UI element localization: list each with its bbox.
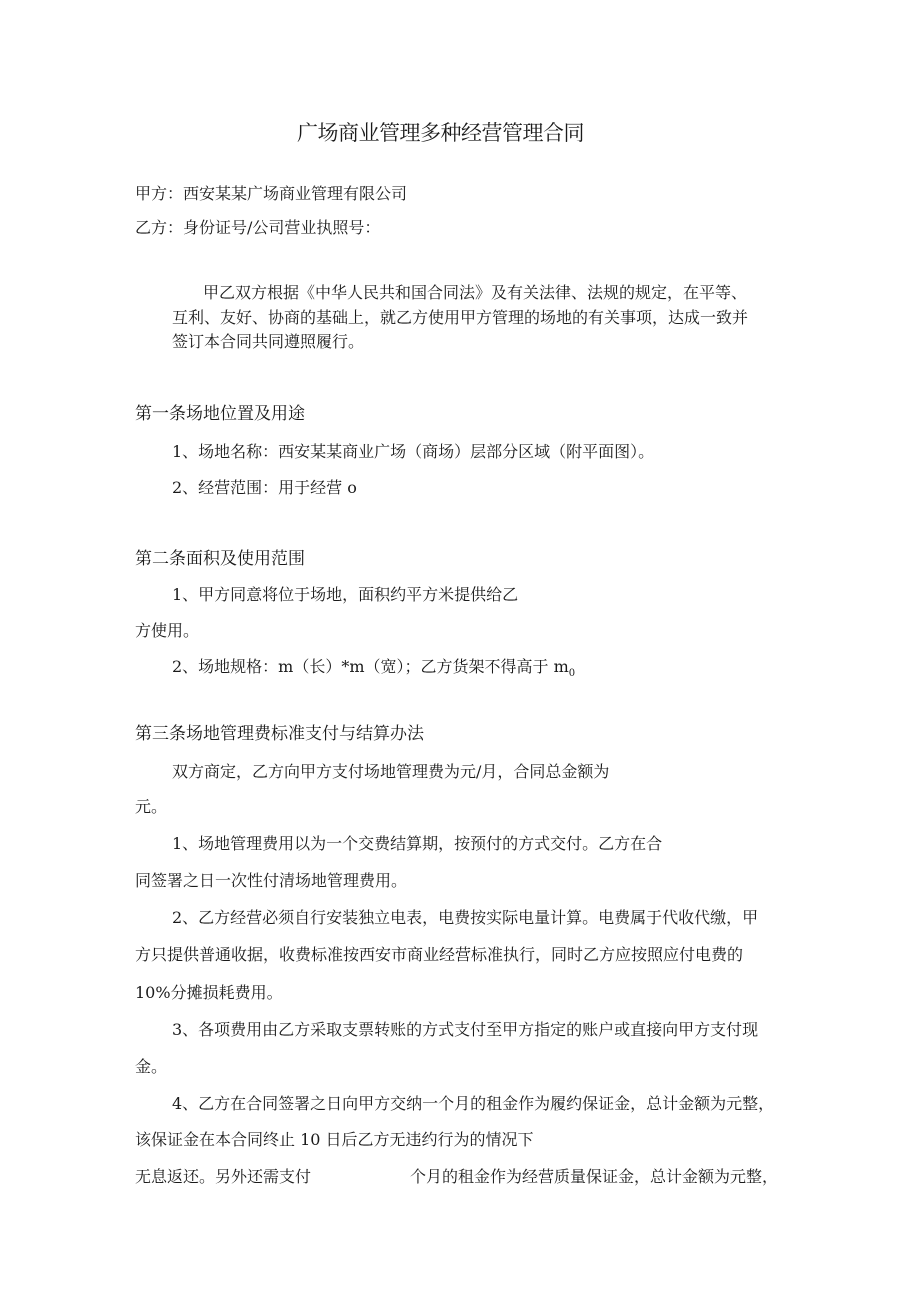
article-3-item-4-cont-1: 该保证金在本合同终止 10 日后乙方无违约行为的情况下 <box>135 1130 534 1149</box>
article-3-para-0: 双方商定，乙方向甲方支付场地管理费为元/月，合同总金额为 <box>172 762 610 781</box>
article-2-item-1-cont: 方使用。 <box>135 621 200 640</box>
document-title: 广场商业管理多种经营管理合同 <box>297 121 584 145</box>
article-1-item-1: 1、场地名称：西安某某商业广场（商场）层部分区域（附平面图）。 <box>172 442 655 461</box>
article-2-title: 第二条面积及使用范围 <box>135 549 305 569</box>
article-1-title: 第一条场地位置及用途 <box>135 404 305 424</box>
article-2-item-2-text: 2、场地规格：m（长）*m（宽）；乙方货架不得高于 m <box>172 657 569 676</box>
article-1-item-2: 2、经营范围：用于经营 o <box>172 478 357 497</box>
article-2-item-2 <box>172 657 575 684</box>
party-b-line: 乙方：身份证号/公司营业执照号： <box>135 218 381 237</box>
article-3-item-3-cont: 金。 <box>135 1057 168 1076</box>
article-3-item-2: 2、乙方经营必须自行安装独立电表，电费按实际电量计算。电费属于代收代缴，甲 <box>172 908 759 927</box>
article-3-item-4-cont-2b: 个月的租金作为经营质量保证金，总计金额为元整， <box>410 1167 779 1186</box>
article-3-item-2-cont-2: 10%分摊损耗费用。 <box>135 983 283 1002</box>
party-a-line: 甲方：西安某某广场商业管理有限公司 <box>135 184 408 203</box>
article-2-item-1: 1、甲方同意将位于场地，面积约平方米提供给乙 <box>172 585 519 604</box>
preamble-line-3: 签订本合同共同遵照履行。 <box>172 332 365 351</box>
article-3-para-0-cont: 元。 <box>135 797 168 816</box>
preamble-line-2: 互利、友好、协商的基础上，就乙方使用甲方管理的场地的有关事项，达成一致并 <box>172 308 749 327</box>
article-2-item-2-subscript: 0 <box>568 668 576 680</box>
article-3-item-4-cont-2a: 无息返还。另外还需支付 <box>135 1167 312 1186</box>
article-3-item-4: 4、乙方在合同签署之日向甲方交纳一个月的租金作为履约保证金，总计金额为元整， <box>172 1094 775 1113</box>
preamble-line-1: 甲乙双方根据《中华人民共和国合同法》及有关法律、法规的规定，在平等、 <box>203 283 748 302</box>
article-3-title: 第三条场地管理费标准支付与结算办法 <box>135 724 424 744</box>
article-3-item-1-cont: 同签署之日一次性付清场地管理费用。 <box>135 871 408 890</box>
article-3-item-1: 1、场地管理费用以为一个交费结算期，按预付的方式交付。乙方在合 <box>172 834 663 853</box>
article-3-item-3: 3、各项费用由乙方采取支票转账的方式支付至甲方指定的账户或直接向甲方支付现 <box>172 1020 759 1039</box>
article-3-item-2-cont-1: 方只提供普通收据，收费标准按西安市商业经营标准执行，同时乙方应按照应付电费的 <box>135 945 744 964</box>
